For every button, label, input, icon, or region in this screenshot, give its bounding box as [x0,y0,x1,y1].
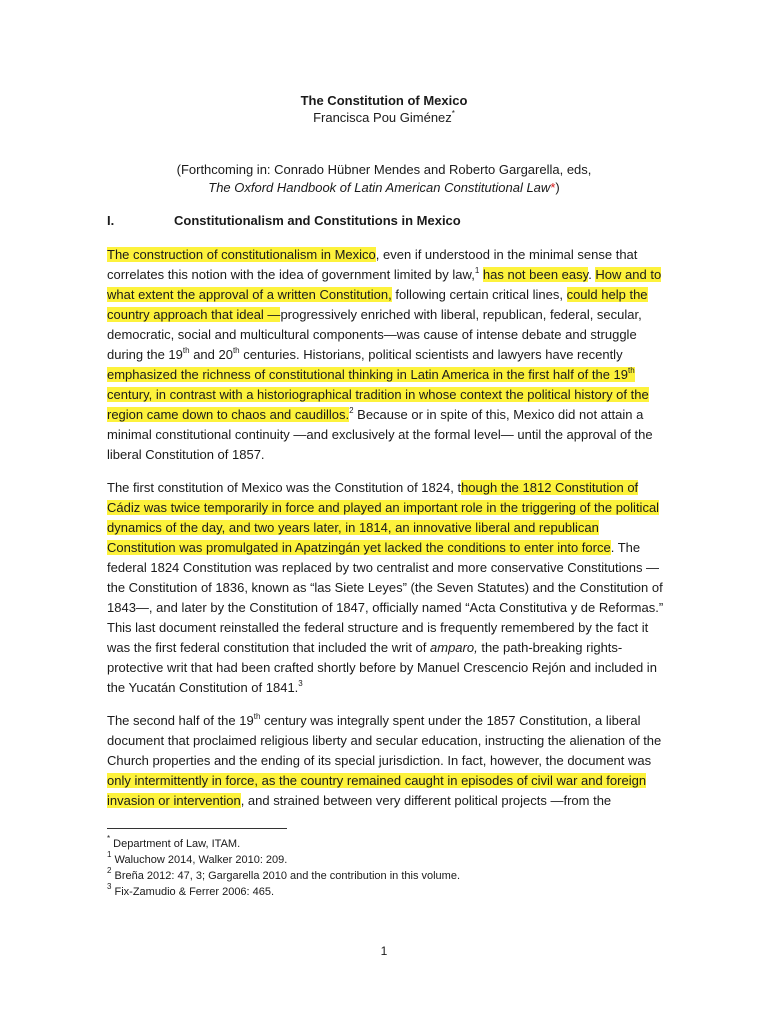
paragraph-line: democratic, social and multicultural components—was cause of intense debate and struggle [107,327,637,342]
superscript: th [182,345,190,355]
forthcoming-close: ) [555,180,560,195]
paragraph-line: liberal Constitution of 1857. [107,447,265,462]
footnote-text: Department of Law, ITAM. [110,838,241,850]
highlighted-text: what extent the approval of a written Constitution, [107,287,392,302]
section-title: Constitutionalism and Constitutions in Mexico [174,213,461,228]
italic-term: amparo, [430,640,478,655]
paragraph-line [107,518,667,538]
paragraph-line [107,345,667,365]
superscript: th [253,711,261,721]
footnote-text: Fix-Zamudio & Ferrer 2006: 465. [111,886,275,898]
author-line [0,110,768,126]
body-text: The first constitution of Mexico was the Constitution of 1824, t [107,480,462,495]
highlighted-text: only intermittently in force, as the country remained caught in episodes of civil war and foreign [107,773,647,788]
body-text: The second half of the 19 [107,713,254,728]
footnote-ref: 2 [349,405,354,415]
paragraph-line [107,791,667,811]
paragraph-line: federal 1824 Constitution was replaced by two centralist and more conservative Constitutions — [107,560,660,575]
highlighted-text: country approach that ideal — [107,307,281,322]
footnote-text: Breña 2012: 47, 3; Gargarella 2010 and the contribution in this volume. [111,870,461,882]
paragraph-line [107,385,667,405]
section-heading [107,213,461,229]
paragraph-line [107,711,667,731]
forthcoming-line-1: (Forthcoming in: Conrado Hübner Mendes and Roberto Gargarella, eds, [176,162,592,177]
footnote-mark: 2 [107,866,112,876]
body-text: , and strained between very different political projects —from the [240,793,612,808]
forthcoming-book-title: The Oxford Handbook of Latin American Constitutional Law [208,180,551,195]
footnote [107,852,460,868]
highlighted-text: could help the [566,287,648,302]
highlighted-text: region came down to chaos and caudillos. [107,407,350,422]
paragraph-line [107,365,667,385]
body-text: the Yucatán Constitution of 1841. [107,680,299,695]
paragraph-3 [107,711,667,811]
body-text: Because or in spite of this, Mexico did not attain a [353,407,644,422]
body-text: . [588,267,596,282]
footnote [107,836,460,852]
paragraph-line: minimal constitutional continuity —and exclusively at the formal level— until the approval of the [107,427,653,442]
paragraph-line [107,305,667,325]
paragraph-line [107,285,667,305]
footnote-text: Waluchow 2014, Walker 2010: 209. [111,854,288,866]
paragraph-line [107,405,667,425]
body-text: , even if understood in the minimal sense that [375,247,638,262]
body-text: emphasized the richness of constitutional thinking in Latin America in the first half of the 19 [107,367,629,382]
paragraph-line [107,245,667,265]
highlighted-text: Cádiz was twice temporarily in force and played an important role in the triggering of the political [107,500,660,515]
superscript: th [628,365,635,375]
paragraph-line: This last document reinstalled the federal structure and is frequently remembered by the fact it [107,620,649,635]
footnote-ref: 3 [298,678,303,688]
paragraph-line: document that proclaimed religious liberty and secular education, instructing the alienation of the [107,733,662,748]
body-text: progressively enriched with liberal, republican, federal, secular, [280,307,642,322]
section-number: I. [107,213,115,228]
paragraph-line [107,478,667,498]
body-text: during the 19 [107,347,183,362]
highlighted-text: has not been easy [482,267,589,282]
paragraph-line [107,538,667,558]
paragraph-1 [107,245,667,465]
footnote-mark: * [107,834,111,844]
paragraph-line: protective writ that had been crafted shortly before by Manuel Crescencio Rejón and included in [107,660,657,675]
footnote-mark: 1 [107,850,112,860]
highlighted-text [107,367,635,382]
body-text: correlates this notion with the idea of government limited by law, [107,267,475,282]
body-text: was the first federal constitution that included the writ of [107,640,431,655]
footnotes [107,836,460,900]
highlighted-text: Constitution was promulgated in Apatzingán yet lacked the conditions to enter into force [107,540,611,555]
paragraph-line: Church properties and the ending of its special jurisdiction. In fact, however, the document was [107,753,652,768]
paragraph-2 [107,478,667,698]
paragraph-line [107,638,667,658]
body-text: the path-breaking rights- [477,640,623,655]
footnote-ref: 1 [474,265,480,275]
footnote-mark: 3 [107,882,112,892]
highlighted-text: hough the 1812 Constitution of [461,480,639,495]
paragraph-line: 1843—, and later by the Constitution of 1847, officially named “Acta Constitutiva y de Reformas.” [107,600,664,615]
footnote [107,868,460,884]
forthcoming-mark: * [550,180,556,195]
footnote [107,884,460,900]
forthcoming-line-2 [0,180,768,196]
body-text: century was integrally spent under the 1857 Constitution, a liberal [260,713,641,728]
body-text: following certain critical lines, [391,287,567,302]
highlighted-text: dynamics of the day, and two years later, in 1814, an innovative liberal and republican [107,520,599,535]
paragraph-line [107,265,667,285]
paragraph-line [107,678,667,698]
paragraph-line: the Constitution of 1836, known as “las Siete Leyes” (the Seven Statutes) and the Constitution of [107,580,663,595]
body-text: and 20 [189,347,233,362]
author-name: Francisca Pou Giménez [313,110,452,125]
body-text: centuries. Historians, political scientists and lawyers have recently [239,347,623,362]
paragraph-line [107,771,667,791]
highlighted-text: century, in contrast with a historiographical tradition in whose context the political history of the [107,387,649,402]
footnote-divider [107,828,287,829]
highlighted-text: How and to [595,267,662,282]
author-footnote-mark: * [451,108,455,118]
paper-title: The Constitution of Mexico [300,93,468,108]
page-number: 1 [380,944,388,958]
superscript: th [232,345,240,355]
highlighted-text: The construction of constitutionalism in Mexico [107,247,376,262]
highlighted-text: invasion or intervention [107,793,241,808]
paragraph-line [107,498,667,518]
body-text: . The [610,540,641,555]
